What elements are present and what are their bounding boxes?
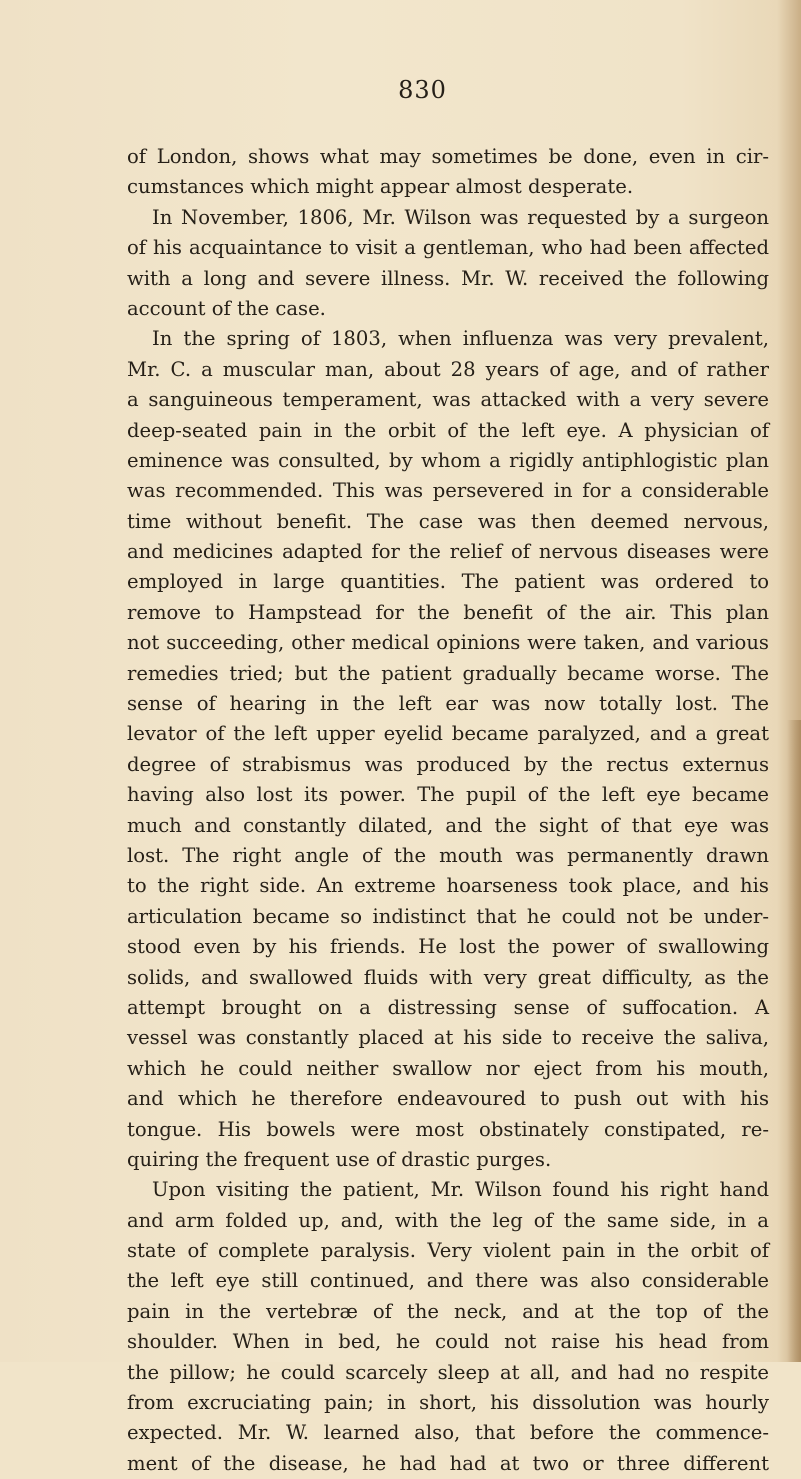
text-line: cumstances which might appear almost desperate. xyxy=(127,175,634,199)
text-line: stood even by his friends. He lost the power of swallowing xyxy=(127,935,769,959)
text-line: state of complete paralysis. Very violent pain in the orbit of xyxy=(127,1239,769,1263)
text-line: solids, and swallowed fluids with very great difficulty, as the xyxy=(127,965,769,989)
text-line: In the spring of 1803, when influenza was very prevalent, xyxy=(152,327,769,351)
text-line: levator of the left upper eyelid became paralyzed, and a great xyxy=(127,722,769,746)
page-number: 830 xyxy=(398,76,447,104)
text-line: pain in the vertebræ of the neck, and at the top of the xyxy=(127,1299,769,1323)
text-line: of his acquaintance to visit a gentleman, who had been affected xyxy=(127,236,769,260)
page-edge-shadow xyxy=(787,720,801,1362)
text-line: and arm folded up, and, with the leg of the same side, in a xyxy=(127,1208,769,1232)
text-line: Upon visiting the patient, Mr. Wilson found his right hand xyxy=(152,1178,769,1202)
text-line: much and constantly dilated, and the sight of that eye was xyxy=(127,813,769,837)
text-line: was recommended. This was persevered in for a considerable xyxy=(127,479,769,503)
text-line: and which he therefore endeavoured to push out with his xyxy=(127,1087,769,1111)
text-line: with a long and severe illness. Mr. W. received the following xyxy=(127,266,769,290)
text-line: Mr. C. a muscular man, about 28 years of age, and of rather xyxy=(127,357,769,381)
text-line: from excruciating pain; in short, his dissolution was hourly xyxy=(127,1391,769,1415)
text-line: attempt brought on a distressing sense of suffocation. A xyxy=(127,995,769,1019)
text-line: articulation became so indistinct that he could not be under- xyxy=(127,904,769,928)
text-line: In November, 1806, Mr. Wilson was requested by a surgeon xyxy=(152,205,769,229)
text-line: and medicines adapted for the relief of nervous diseases were xyxy=(127,540,769,564)
text-line: to the right side. An extreme hoarseness took place, and his xyxy=(127,874,769,898)
text-line: having also lost its power. The pupil of the left eye became xyxy=(127,783,769,807)
text-line: lost. The right angle of the mouth was permanently drawn xyxy=(127,843,769,867)
text-line: deep-seated pain in the orbit of the left eye. A physician of xyxy=(127,418,769,442)
text-line: expected. Mr. W. learned also, that before the commence- xyxy=(127,1421,769,1445)
body-text xyxy=(127,142,769,1479)
text-line: ment of the disease, he had had at two or three different xyxy=(127,1451,769,1475)
text-line: the pillow; he could scarcely sleep at all, and had no respite xyxy=(127,1360,769,1384)
text-line: of London, shows what may sometimes be done, even in cir- xyxy=(127,145,769,168)
text-line: account of the case. xyxy=(127,296,326,320)
text-line: not succeeding, other medical opinions were taken, and various xyxy=(127,631,769,655)
text-line: sense of hearing in the left ear was now totally lost. The xyxy=(127,692,769,716)
text-line: degree of strabismus was produced by the rectus externus xyxy=(127,752,769,776)
text-line: which he could neither swallow nor eject from his mouth, xyxy=(127,1056,769,1080)
text-line: remove to Hampstead for the benefit of the air. This plan xyxy=(127,600,769,624)
text-line: a sanguineous temperament, was attacked with a very severe xyxy=(127,388,769,412)
text-line: shoulder. When in bed, he could not raise his head from xyxy=(127,1330,769,1354)
text-line: vessel was constantly placed at his side to receive the saliva, xyxy=(127,1026,769,1050)
text-line: eminence was consulted, by whom a rigidly antiphlogistic plan xyxy=(127,448,769,472)
text-line: tongue. His bowels were most obstinately constipated, re- xyxy=(127,1117,769,1141)
text-line: employed in large quantities. The patient was ordered to xyxy=(127,570,769,594)
text-line: the left eye still continued, and there was also considerable xyxy=(127,1269,769,1293)
text-line: quiring the frequent use of drastic purges. xyxy=(127,1147,552,1171)
text-line: remedies tried; but the patient gradually became worse. The xyxy=(127,661,769,685)
text-line: time without benefit. The case was then deemed nervous, xyxy=(127,509,769,533)
